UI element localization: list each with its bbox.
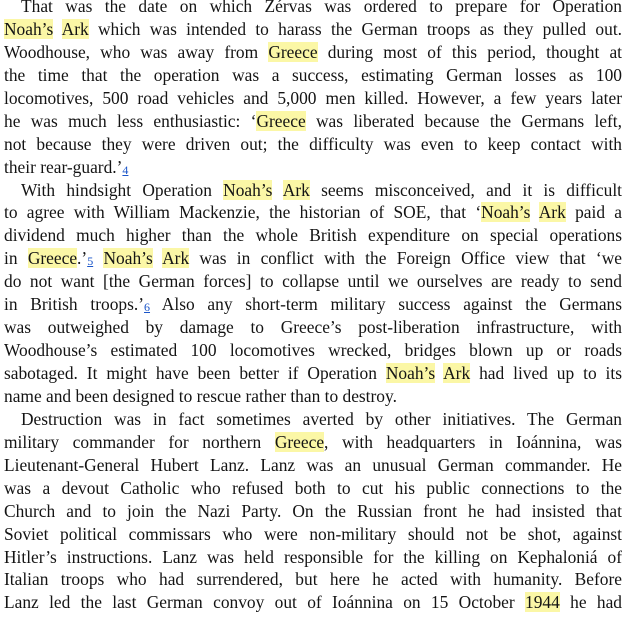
- text-line: [4, 18, 622, 41]
- text-run: was liberated because the Germans left,: [305, 110, 622, 131]
- text-run: Hitler’s instructions. Lanz was held responsible for the killing on Kephaloniá of: [4, 546, 622, 567]
- search-highlight: Ark: [443, 363, 471, 383]
- text-line: [4, 64, 622, 87]
- text-line: [4, 293, 622, 316]
- text-run: [153, 248, 162, 268]
- search-highlight: Greece: [274, 431, 325, 452]
- text-run: Woodhouse’s estimated 100 locomotives wrecked, bridges blown up or roads: [4, 340, 622, 361]
- text-run: had lived up to its: [470, 363, 622, 383]
- text-line: [4, 477, 622, 500]
- text-line: [4, 408, 622, 431]
- text-run: With hindsight Operation: [21, 179, 224, 200]
- text-line: [4, 0, 622, 18]
- text-run: Lanz led the last German convoy out of Ioánnina on 15 October: [4, 592, 525, 613]
- text-run: locomotives, 500 road vehicles and 5,000 men killed. However, a few years later: [4, 87, 622, 108]
- text-line: [4, 454, 622, 477]
- search-highlight: Greece: [268, 41, 318, 62]
- text-run: to agree with William Mackenzie, the historian of SOE, that ‘: [4, 202, 482, 223]
- text-run: Church and to join the Nazi Party. On the Russian front he had insisted that: [4, 500, 622, 521]
- text-run: he was much less enthusiastic: ‘: [4, 110, 257, 131]
- text-line: [4, 523, 622, 546]
- text-line: [4, 156, 622, 179]
- text-line: [4, 110, 622, 133]
- text-run: [93, 248, 103, 268]
- text-run: name and been designed to rescue rather than to destroy.: [4, 385, 397, 406]
- text-line: [4, 270, 622, 293]
- text-line: [4, 546, 622, 569]
- search-highlight: Noah’s: [481, 202, 531, 223]
- text-line: [4, 339, 622, 362]
- text-line: [4, 41, 622, 64]
- text-line: [4, 362, 622, 385]
- footnote-link-4[interactable]: 4: [122, 162, 129, 177]
- search-highlight: Ark: [282, 179, 310, 200]
- text-run: the time that the operation was a success, estimating German losses as 100: [4, 64, 622, 85]
- text-run: seems misconceived, and it is difficult: [309, 179, 622, 200]
- text-run: in British troops.’: [4, 294, 145, 315]
- search-highlight: Noah’s: [385, 363, 436, 383]
- text-line: [4, 385, 622, 408]
- text-run: [272, 180, 282, 200]
- search-highlight: Greece: [27, 248, 78, 269]
- search-highlight: Noah’s: [223, 179, 273, 200]
- text-run: was outweighed by damage to Greece’s post-liberation infrastructure, with: [4, 317, 622, 338]
- search-highlight: Ark: [61, 18, 89, 39]
- text-line: [4, 201, 622, 224]
- text-run: he had: [559, 592, 622, 613]
- text-run: dividend much higher than the whole British expenditure on special operations: [4, 225, 622, 246]
- search-highlight: Ark: [162, 248, 190, 269]
- search-highlight: 1944: [525, 592, 560, 613]
- text-line: [4, 568, 622, 591]
- text-run: That was the date on which Zérvas was ordered to prepare for Operation: [21, 0, 622, 16]
- text-run: .’: [77, 248, 88, 269]
- text-run: , with headquarters in Ioánnina, was: [324, 431, 622, 452]
- text-line: [4, 224, 622, 247]
- text-run: Italian troops who had surrendered, but here he acted with humanity. Before: [4, 569, 622, 590]
- text-run: sabotaged. It might have been better if Operation: [4, 363, 386, 383]
- text-run: Destruction was in fact sometimes averted by other initiatives. The German: [21, 408, 622, 429]
- text-run: [435, 363, 443, 383]
- text-run: [530, 202, 538, 222]
- text-run: during most of this period, thought at: [317, 41, 622, 62]
- text-run: [53, 19, 61, 39]
- text-run: Lieutenant-General Hubert Lanz. Lanz was an unusual German commander. He: [4, 454, 622, 475]
- search-highlight: Greece: [256, 110, 306, 131]
- text-run: in: [4, 248, 28, 269]
- footnote-link-5[interactable]: 5: [87, 254, 94, 269]
- text-run: was a devout Catholic who refused both to cut his public connections to the: [4, 477, 622, 498]
- text-line: [4, 87, 622, 110]
- text-line: [4, 133, 622, 156]
- text-run: not because they were driven out; the difficulty was even to keep contact with: [4, 133, 622, 154]
- text-run: was in conflict with the Foreign Office view that ‘we: [189, 248, 622, 269]
- search-highlight: Noah’s: [4, 18, 54, 39]
- text-run: military commander for northern: [4, 431, 275, 452]
- footnote-link-6[interactable]: 6: [144, 300, 151, 315]
- text-run: which was intended to harass the German troops as they pulled out.: [88, 18, 622, 39]
- search-highlight: Ark: [538, 202, 566, 223]
- text-line: [4, 591, 622, 614]
- text-line: [4, 500, 622, 523]
- text-line: [4, 431, 622, 454]
- text-run: their rear-guard.’: [4, 156, 123, 177]
- text-line: [4, 179, 622, 202]
- search-highlight: Noah’s: [103, 248, 153, 269]
- text-line: [4, 316, 622, 339]
- text-run: paid a: [565, 202, 622, 223]
- text-line: [4, 247, 622, 270]
- text-run: Woodhouse, who was away from: [4, 41, 269, 62]
- text-run: Also any short-term military success against the Germans: [150, 294, 622, 315]
- text-run: do not want [the German forces] to collapse until we ourselves are ready to send: [4, 271, 622, 292]
- text-run: Soviet political commissars who were non-military should not be shot, against: [4, 523, 622, 544]
